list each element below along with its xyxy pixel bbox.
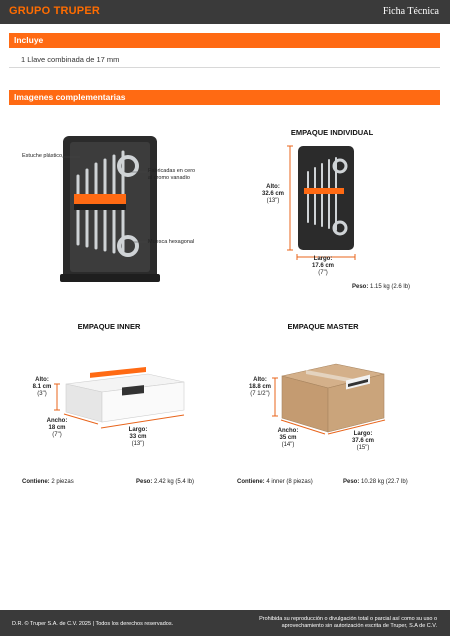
inner-contiene: Contiene: 2 piezas <box>22 479 74 485</box>
callout-case: Estuche plástico <box>22 153 63 159</box>
master-peso: Peso: 10.28 kg (22.7 lb) <box>343 479 408 485</box>
footer-bar <box>0 610 450 636</box>
master-title: EMPAQUE MASTER <box>287 322 359 331</box>
master-alto: Alto: 18.8 cm (7 1/2") <box>248 377 272 397</box>
individual-title: EMPAQUE INDIVIDUAL <box>290 128 374 137</box>
inner-title: EMPAQUE INNER <box>77 322 141 331</box>
section-includes-title: Incluye <box>14 35 44 45</box>
footer-copyright: D.R. © Truper S.A. de C.V. 2025 | Todos los derechos reservados. <box>12 621 174 627</box>
inner-peso: Peso: 2.42 kg (5.4 lb) <box>136 479 195 485</box>
document-type: Ficha Técnica <box>382 6 439 17</box>
master-ancho: Ancho: 35 cm (14") <box>277 428 299 448</box>
includes-item: 1 Llave combinada de 17 mm <box>21 55 120 64</box>
callout-notch: Muesca hexagonal <box>148 239 195 245</box>
master-contiene: Contiene: 4 inner (8 piezas) <box>237 479 313 485</box>
individual-alto: Alto: 32.6 cm (13") <box>261 184 285 204</box>
inner-ancho: Ancho: 18 cm (7") <box>46 418 68 438</box>
callout-material-2: al cromo vanadio <box>148 175 190 181</box>
individual-largo: Largo: 17.6 cm (7") <box>311 256 335 276</box>
inner-alto: Alto: 8.1 cm (3") <box>32 377 52 397</box>
callout-material-1: Fabricadas en cero <box>148 168 196 174</box>
footer-legal: Prohibida su reproducción o divulgación total o parcial así como su uso o aprovechamiento sin autorización escrita de Truper, S.A de C.V. <box>259 616 437 629</box>
brand-logo: GRUPO TRUPER <box>9 5 101 17</box>
inner-largo: Largo: 33 cm (13") <box>128 427 148 447</box>
section-images-title: Imagenes complementarias <box>14 92 126 102</box>
master-largo: Largo: 37.6 cm (15") <box>351 431 375 451</box>
individual-peso: Peso: 1.15 kg (2.6 lb) <box>352 284 411 290</box>
